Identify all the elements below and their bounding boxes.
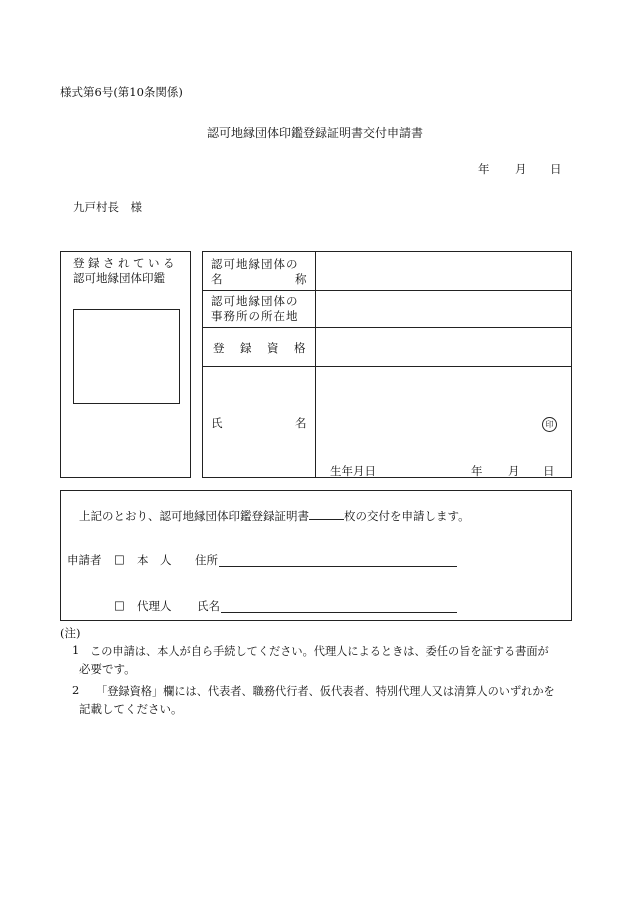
request-text-before: 上記のとおり、認可地縁団体印鑑登録証明書 — [79, 509, 309, 523]
group-name-field[interactable] — [317, 253, 570, 289]
seal-box-label-1: 登録されている — [73, 256, 178, 270]
self-label: 本 人 — [137, 553, 172, 567]
agent-label: 代理人 — [137, 599, 172, 613]
qualification-label: 登 録 資 格 — [213, 341, 308, 355]
office-label-2: 事務所の所在地 — [211, 309, 299, 323]
note-2-line-1: 「登録資格」欄には、代表者、職務代行者、仮代表者、特別代理人又は清算人のいずれかを — [96, 685, 555, 698]
group-info-table — [202, 251, 572, 478]
form-title: 認可地縁団体印鑑登録証明書交付申請書 — [206, 126, 423, 140]
date-year-label: 年 — [478, 162, 490, 176]
note-2-number: 2 — [72, 683, 80, 697]
table-column-divider — [315, 252, 316, 477]
seal-box-label-2: 認可地縁団体印鑑 — [73, 271, 165, 285]
note-1-line-1: この申請は、本人が自ら手続してください。代理人によるときは、委任の旨を証する書面が — [90, 645, 549, 658]
group-name-label-2b: 称 — [295, 272, 307, 286]
address-input-line[interactable] — [219, 566, 457, 567]
note-2-line-2: 記載してください。 — [79, 702, 183, 716]
address-label: 住所 — [195, 553, 218, 567]
request-text-after: 枚の交付を申請します。 — [344, 509, 470, 523]
name-label-a: 氏 — [211, 416, 223, 430]
request-statement — [79, 507, 470, 524]
notes-heading: (注) — [60, 626, 81, 640]
self-checkbox[interactable]: □ — [114, 552, 125, 566]
form-number: 様式第6号(第10条関係) — [60, 85, 183, 99]
group-name-label-1: 認可地縁団体の — [211, 257, 299, 271]
registered-seal-box — [60, 251, 191, 478]
agent-checkbox[interactable]: □ — [114, 598, 125, 612]
office-address-field[interactable] — [317, 291, 570, 326]
name-label-b: 名 — [295, 416, 307, 430]
name-label: 氏名 — [197, 599, 220, 613]
date-month-label: 月 — [515, 162, 527, 176]
birth-year-label: 年 — [471, 464, 483, 478]
birth-month-label: 月 — [508, 464, 520, 478]
name-input-line[interactable] — [221, 612, 457, 613]
copies-count-field[interactable] — [309, 507, 344, 520]
qualification-field[interactable] — [317, 328, 570, 365]
office-label-1: 認可地縁団体の — [211, 294, 299, 308]
representative-name-field[interactable] — [317, 367, 570, 457]
seal-mark-icon: 印 — [542, 417, 557, 432]
birthdate-label: 生年月日 — [330, 464, 376, 478]
note-1-number: 1 — [72, 643, 80, 657]
birth-day-label: 日 — [543, 464, 555, 478]
note-1-line-2: 必要です。 — [79, 662, 136, 676]
seal-impression-area[interactable] — [73, 309, 180, 404]
applicant-label: 申請者 — [67, 553, 102, 567]
addressee: 九戸村長 様 — [73, 200, 142, 214]
request-box — [60, 490, 572, 621]
date-day-label: 日 — [550, 162, 562, 176]
group-name-label-2a: 名 — [211, 272, 223, 286]
